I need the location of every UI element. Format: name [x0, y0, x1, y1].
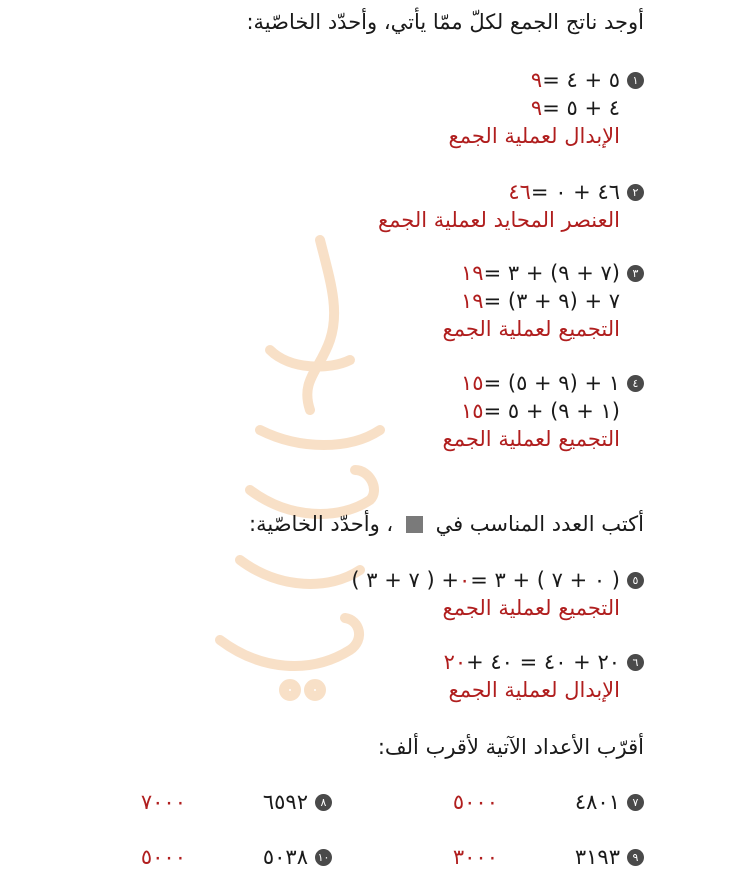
exercise-3-badge: ٣ — [627, 265, 644, 282]
exercise-1-property: الإبدال لعملية الجمع — [448, 124, 620, 148]
exercise-6 — [444, 648, 644, 704]
exercise-4-answer-2: ١٥ — [461, 399, 484, 423]
exercise-3-expression-2: ٧ + (٩ + ٣) = — [483, 289, 620, 313]
round-item-9-badge: ٩ — [627, 849, 644, 866]
round-item-10 — [141, 843, 332, 871]
exercise-5-badge: ٥ — [627, 572, 644, 589]
exercise-2-expression-1: ٤٦ + ٠ = — [530, 180, 620, 204]
exercise-4-badge: ٤ — [627, 375, 644, 392]
exercise-3 — [443, 259, 644, 343]
exercise-5-property: التجميع لعملية الجمع — [442, 596, 620, 620]
round-item-7-answer: ٥٠٠٠ — [452, 790, 498, 814]
exercise-6-property: الإبدال لعملية الجمع — [448, 678, 620, 702]
round-item-10-answer: ٥٠٠٠ — [140, 845, 186, 869]
round-item-8-number: ٦٥٩٢ — [262, 790, 308, 814]
round-item-9-answer: ٣٠٠٠ — [452, 845, 498, 869]
watermark-graphic — [180, 220, 410, 720]
exercise-2-property: العنصر المحايد لعملية الجمع — [377, 208, 620, 232]
round-item-8-answer: ٧٠٠٠ — [140, 790, 186, 814]
exercise-1-answer-2: ٩ — [530, 96, 543, 120]
round-item-10-badge: ١٠ — [315, 849, 332, 866]
round-item-9 — [453, 843, 644, 871]
exercise-1-answer-1: ٩ — [530, 68, 543, 92]
exercise-4-answer-1: ١٥ — [461, 371, 484, 395]
exercise-3-expression-1: (٧ + ٩) + ٣ = — [483, 261, 620, 285]
round-item-8-badge: ٨ — [315, 794, 332, 811]
exercise-1-expression-2: ٤ + ٥ = — [542, 96, 620, 120]
exercise-5-expression-b: + ( ٧ + ٣ ) — [351, 568, 459, 592]
blank-square-icon — [406, 516, 423, 533]
exercise-1-badge: ١ — [627, 72, 644, 89]
round-item-10-number: ٥٠٣٨ — [262, 845, 308, 869]
round-item-7 — [453, 788, 644, 816]
round-item-7-number: ٤٨٠١ — [574, 790, 620, 814]
exercise-6-expression: ٢٠ + ٤٠ = ٤٠ + — [466, 650, 620, 674]
exercise-4-expression-1: ١ + (٩ + ٥) = — [483, 371, 620, 395]
exercise-6-answer: ٢٠ — [443, 650, 467, 674]
round-item-7-badge: ٧ — [627, 794, 644, 811]
exercise-5 — [351, 566, 644, 622]
exercise-2-badge: ٢ — [627, 184, 644, 201]
exercise-4 — [443, 369, 644, 453]
section-2-heading-part-2: ، وأحدّد الخاصّية: — [249, 512, 394, 536]
exercise-3-answer-2: ١٩ — [461, 289, 484, 313]
exercise-3-answer-1: ١٩ — [461, 261, 484, 285]
exercise-5-answer: ٠ — [458, 568, 471, 592]
exercise-4-property: التجميع لعملية الجمع — [442, 427, 620, 451]
exercise-6-badge: ٦ — [627, 654, 644, 671]
exercise-1-expression-1: ٥ + ٤ = — [542, 68, 620, 92]
round-item-8 — [141, 788, 332, 816]
section-1-heading: أوجد ناتج الجمع لكلّ ممّا يأتي، وأحدّد الخاصّية: — [246, 10, 644, 34]
exercise-3-property: التجميع لعملية الجمع — [442, 317, 620, 341]
section-2-heading — [249, 510, 644, 538]
section-3-heading: أقرّب الأعداد الآتية لأقرب ألف: — [377, 735, 644, 759]
exercise-2 — [378, 178, 644, 234]
exercise-2-answer-1: ٤٦ — [508, 180, 531, 204]
section-2-heading-part-1: أكتب العدد المناسب في — [435, 512, 644, 536]
exercise-4-expression-2: (١ + ٩) + ٥ = — [483, 399, 620, 423]
exercise-1 — [449, 66, 644, 150]
exercise-5-expression-a: ( ٠ + ٧ ) + ٣ = — [470, 568, 620, 592]
round-item-9-number: ٣١٩٣ — [574, 845, 620, 869]
